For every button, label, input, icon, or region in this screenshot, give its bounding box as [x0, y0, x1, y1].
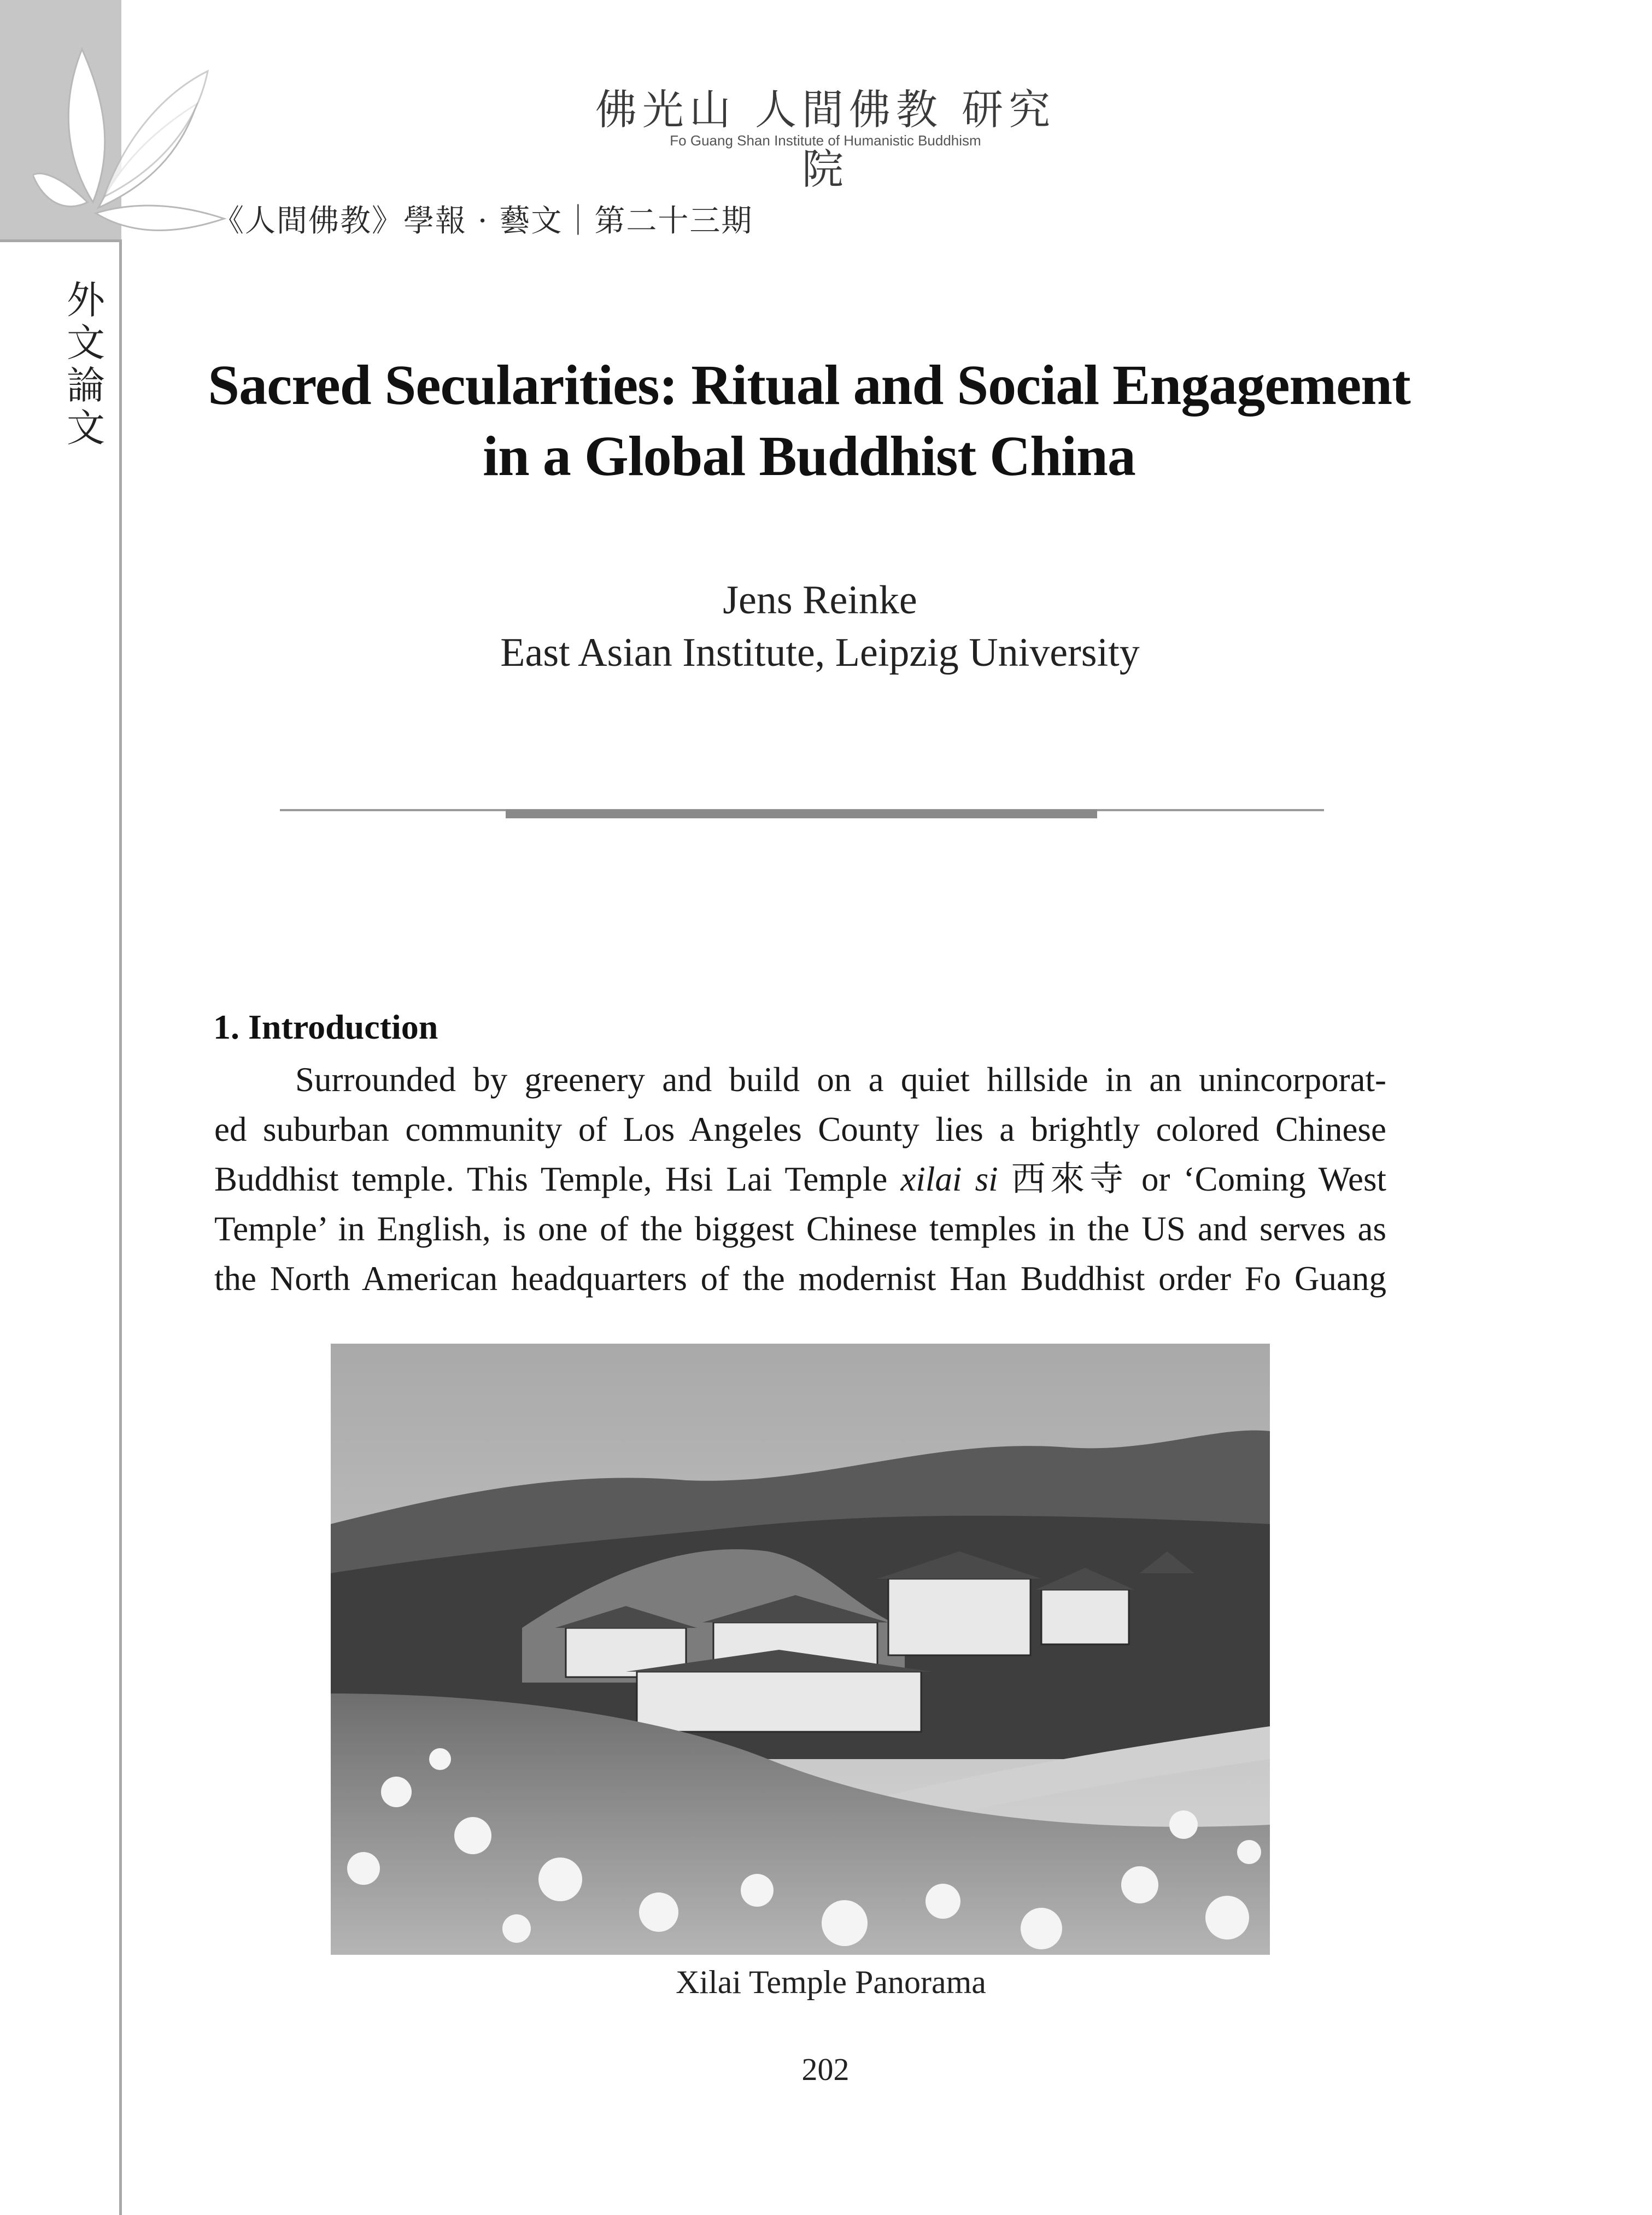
section-side-tab	[61, 279, 110, 449]
author-affiliation: East Asian Institute, Leipzig University	[500, 630, 1140, 675]
italic-term: xilai si	[900, 1160, 998, 1198]
section-heading: 1. Introduction	[213, 1007, 438, 1046]
side-tab-char: 文	[67, 406, 105, 450]
article-title	[164, 350, 1454, 492]
body-line: Surrounded by greenery and build on a quiet hillside in an unincorporat-	[295, 1060, 1386, 1099]
body-line: ed suburban community of Los Angeles County lies a brightly colored Chinese	[214, 1110, 1386, 1148]
temple-photo-image	[331, 1344, 1270, 1955]
institute-title: 佛光山 人間佛教 研究院	[595, 85, 1056, 194]
title-divider-accent	[506, 810, 1097, 818]
institute-subtitle: Fo Guang Shan Institute of Humanistic Buddhism	[670, 132, 981, 149]
side-tab-char: 文	[67, 320, 105, 365]
body-line	[214, 1155, 1386, 1204]
body-line: Temple’ in English, is one of the biggest Chinese temples in the US and serves as	[214, 1210, 1386, 1248]
body-line-part: Buddhist temple. This Temple, Hsi Lai Temple	[214, 1160, 901, 1198]
body-paragraph	[214, 1055, 1386, 1304]
article-title-line: Sacred Secularities: Ritual and Social Engagement	[208, 354, 1410, 417]
body-line-part: 西來寺 or ‘Coming West	[998, 1160, 1386, 1198]
side-tab-char: 論	[67, 363, 105, 408]
lotus-logo-icon	[33, 38, 241, 257]
body-line: the North American headquarters of the modernist Han Buddhist order Fo Guang	[214, 1259, 1386, 1298]
temple-photo	[331, 1344, 1270, 1955]
journal-running-head: 《人間佛教》學報 · 藝文｜第二十三期	[213, 203, 753, 239]
side-tab-char: 外	[67, 278, 105, 323]
figure-caption: Xilai Temple Panorama	[676, 1964, 986, 2000]
margin-rule	[119, 239, 122, 2215]
article-title-line: in a Global Buddhist China	[483, 425, 1135, 488]
page-number: 202	[801, 2052, 850, 2087]
author-name: Jens Reinke	[723, 578, 917, 623]
